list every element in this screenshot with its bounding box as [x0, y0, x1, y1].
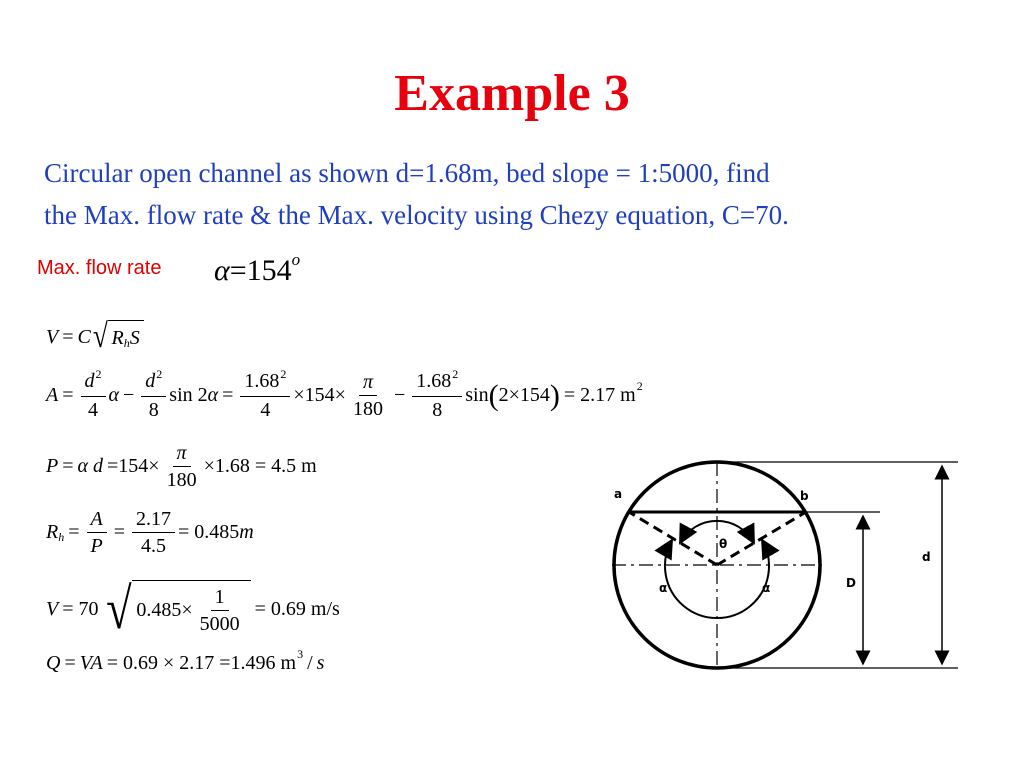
eq-operator: − — [393, 384, 406, 406]
alpha-degree: o — [291, 250, 301, 269]
eq-term: 1.68 — [416, 370, 452, 392]
radius-to-b — [717, 512, 806, 565]
eq-function: sin — [465, 384, 489, 406]
paren-open: ( — [488, 378, 499, 412]
eq-denominator: 180 — [352, 398, 383, 420]
eq-term: d — [93, 455, 103, 477]
eq-term: 2×154 — [498, 384, 550, 406]
eq-operator: = — [62, 325, 74, 348]
eq-term: A — [90, 508, 103, 530]
label-alpha-right: α — [762, 581, 771, 595]
label-D: D — [846, 576, 856, 590]
eq-result: = 0.69 m/s — [254, 597, 340, 620]
eq-term: V — [46, 597, 59, 620]
eq-term: R — [46, 521, 59, 543]
section-label: Max. flow rate — [37, 257, 162, 279]
eq-operator: = — [64, 652, 76, 674]
eq-unit: m — [239, 521, 254, 543]
eq-term: C — [77, 325, 91, 348]
eq-term: 0.485× — [136, 599, 193, 621]
eq-term: P — [46, 455, 59, 477]
alpha-number: 154 — [246, 254, 292, 287]
slide-title: Example 3 — [394, 65, 630, 122]
eq-term: A — [46, 384, 59, 406]
eq-operator: = — [222, 384, 234, 406]
eq-denominator: 8 — [148, 399, 159, 421]
eq-term: S — [129, 327, 140, 349]
label-theta: θ — [719, 537, 728, 551]
paren-close: ) — [549, 378, 560, 412]
eq-operator: = 70 — [62, 597, 99, 620]
eq-term: α — [108, 384, 119, 406]
problem-line-1: Circular open channel as shown d=1.68m, bed slope = 1:5000, find — [44, 158, 770, 188]
label-alpha-left: α — [659, 581, 668, 595]
eq-operator: = — [62, 384, 74, 406]
label-b: b — [800, 489, 809, 503]
eq-term: ×154× — [293, 384, 346, 406]
radical-sign: √ — [92, 318, 108, 355]
alpha-value: $\alpha=154^o$ — [214, 250, 301, 287]
eq-term: =154× — [107, 455, 160, 477]
eq-exponent: 2 — [452, 367, 459, 381]
eq-term: π — [176, 442, 187, 464]
eq-result: = 0.485 — [178, 521, 240, 543]
eq-numerator: 1 — [211, 586, 229, 611]
eq-result: = 2.17 m — [563, 384, 636, 406]
eq-term: 1.68 — [244, 370, 280, 392]
radical-sign: √ — [105, 576, 132, 641]
eq-term: Q — [46, 652, 61, 674]
eq-term: P — [90, 535, 103, 557]
eq-term: V — [46, 325, 59, 348]
eq-term: α — [207, 384, 219, 406]
eq-result: = 0.69 × 2.17 =1.496 m — [106, 652, 297, 674]
label-d: d — [922, 550, 931, 564]
eq-exponent: 2 — [156, 367, 163, 381]
eq-subscript: h — [58, 530, 65, 544]
label-a: a — [614, 487, 623, 501]
eq-term: R — [111, 327, 124, 349]
eq-denominator: 4.5 — [141, 535, 166, 557]
eq-function: sin 2 — [169, 384, 208, 406]
eq-operator: / — [307, 652, 313, 674]
eq-numerator: 2.17 — [132, 508, 175, 533]
eq-operator: = — [62, 455, 74, 477]
eq-exponent: 2 — [636, 379, 643, 393]
eq-exponent: 2 — [280, 367, 287, 381]
eq-denominator: 4 — [88, 399, 98, 421]
eq-denominator: 180 — [166, 469, 197, 491]
eq-unit: s — [316, 652, 325, 674]
problem-line-2: the Max. flow rate & the Max. velocity using Chezy equation, C=70. — [44, 200, 789, 230]
eq-exponent: 3 — [297, 647, 304, 661]
eq-denominator: 8 — [432, 399, 443, 421]
eq-operator: = — [113, 521, 125, 543]
eq-denominator: 4 — [260, 399, 271, 421]
eq-exponent: 2 — [95, 367, 102, 381]
eq-term: π — [362, 371, 373, 393]
eq-operator: = — [68, 521, 80, 543]
eq-term: d — [84, 370, 95, 392]
eq-subscript: h — [123, 336, 130, 350]
eq-term: d — [145, 370, 156, 392]
radius-to-a — [629, 512, 717, 565]
eq-denominator: 5000 — [199, 613, 240, 635]
eq-operator: − — [123, 384, 135, 406]
eq-result: ×1.68 = 4.5 m — [203, 455, 317, 477]
eq-term: α — [77, 455, 88, 477]
eq-term: VA — [79, 652, 103, 674]
